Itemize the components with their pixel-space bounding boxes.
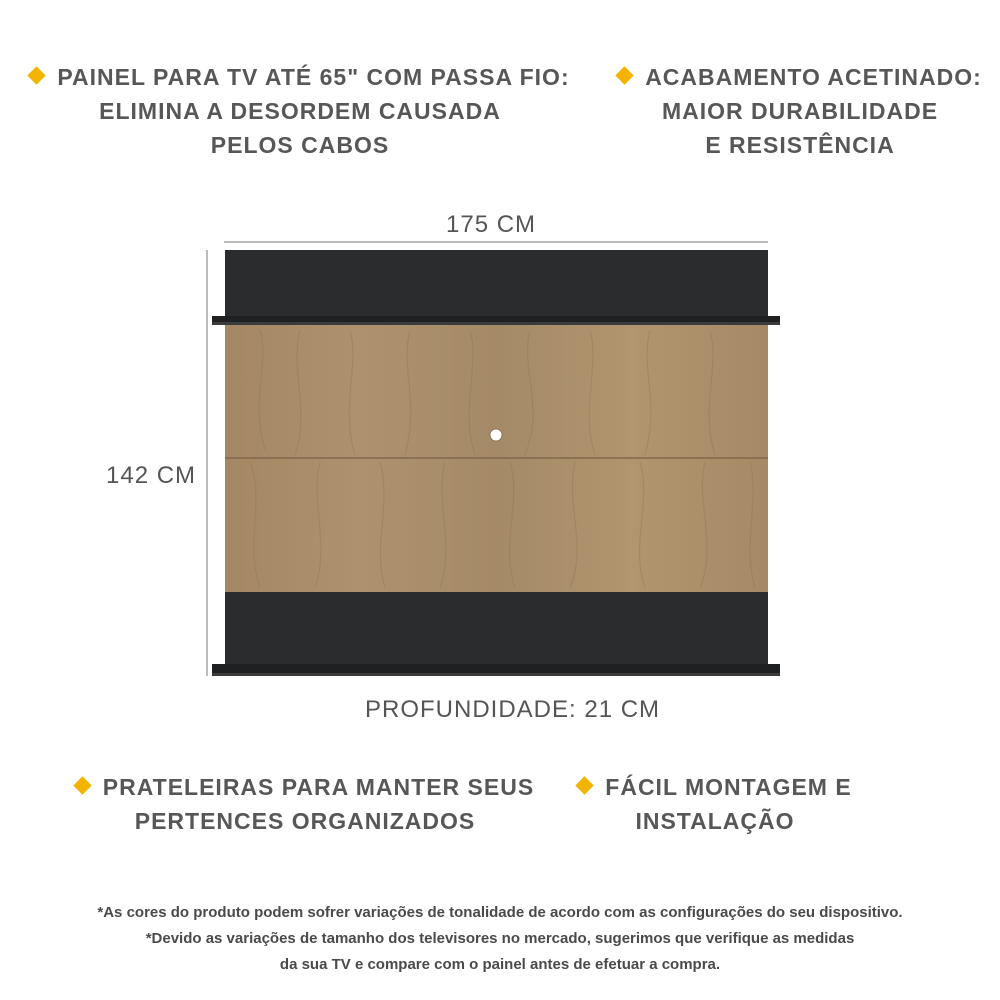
footnotes — [0, 900, 1000, 978]
footnote-compare: da sua TV e compare com o painel antes de efetuar a compra. — [279, 956, 721, 973]
cable-passage-hole — [490, 429, 502, 441]
feature-text-line: INSTALAÇÃO — [635, 808, 795, 834]
width-label: 175 CM — [446, 211, 537, 238]
feature-text-line: ACABAMENTO ACETINADO: — [645, 64, 982, 90]
feature-text-line: PAINEL PARA TV ATÉ 65" COM PASSA FIO: — [57, 64, 570, 90]
height-label: 142 CM — [106, 462, 197, 489]
feature-text-line: PERTENCES ORGANIZADOS — [134, 808, 476, 834]
bottom-shelf-edge — [212, 673, 780, 676]
diamond-bullet-icon — [576, 776, 594, 794]
feature-text-line: PRATELEIRAS PARA MANTER SEUS — [102, 774, 535, 800]
top-shelf-edge — [212, 322, 780, 325]
feature-text-line: PELOS CABOS — [210, 132, 390, 158]
feature-text-line: E RESISTÊNCIA — [705, 132, 895, 158]
feature-text-line: ELIMINA A DESORDEM CAUSADA — [99, 98, 501, 124]
feature-text-line: MAIOR DURABILIDADE — [661, 98, 939, 124]
feature-easy-assembly — [560, 770, 870, 838]
depth-label: PROFUNDIDADE: 21 CM — [365, 696, 661, 723]
footnote-tv-size: *Devido as variações de tamanho dos televisores no mercado, sugerimos que verifique as medidas — [145, 930, 855, 947]
footnote-color-variation: *As cores do produto podem sofrer variações de tonalidade de acordo com as configurações do seu dispositivo. — [97, 904, 903, 921]
feature-shelves — [70, 770, 540, 838]
panel-bottom-section — [225, 592, 768, 666]
panel-top-section — [225, 250, 768, 318]
diamond-bullet-icon — [73, 776, 91, 794]
feature-text-line: FÁCIL MONTAGEM E — [605, 774, 852, 800]
